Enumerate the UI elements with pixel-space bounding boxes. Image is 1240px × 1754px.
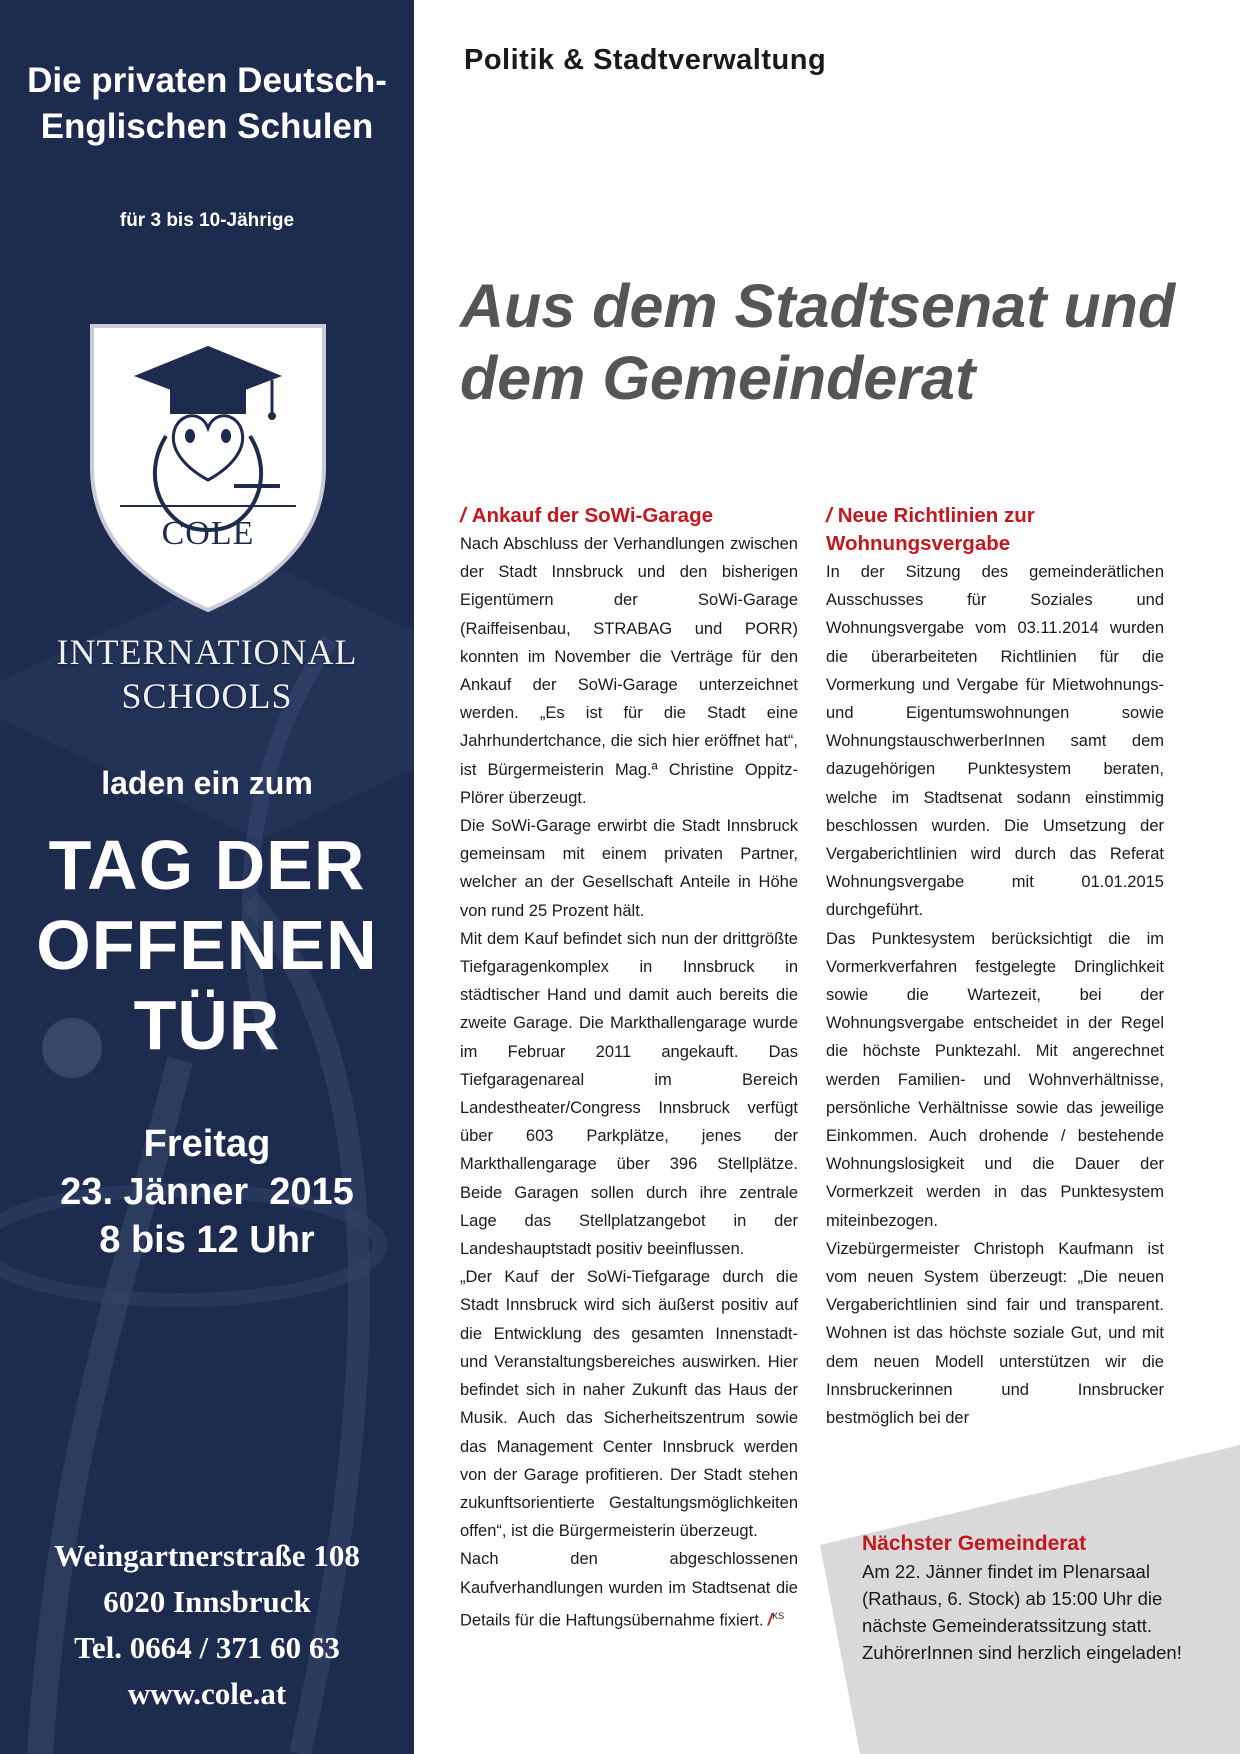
article-paragraph: In der Sitzung des gemeinderätlichen Ausschusses für Soziales und Wohnungsvergabe vom 03.11.2014 wurden die überarbeiteten Richtlinien für die Vormerkung und Vergabe für Mietwohnungs- und Eigentumswohnungen sowie WohnungstauschwerberInnen samt dem dazugehörigen Punktesystem beraten, welche im Stadtsenat sodann einstimmig beschlossen wurden. Die Umsetzung der Vergaberichtlinien wird durch das Referat Wohnungsvergabe mit 01.01.2015 durchgeführt. [826,563,1164,920]
brand-subtitle: INTERNATIONAL SCHOOLS [56,632,358,716]
ad-age-range: für 3 bis 10-Jährige [119,210,295,231]
ad-title: Die privaten Deutsch-Englischen Schulen [27,61,387,146]
event-date: 23. Jänner 2015 [60,1171,354,1213]
red-slash-marker-icon: / [460,504,466,527]
section-label: Politik & Stadtverwaltung [464,44,827,76]
school-advertisement [0,0,414,1754]
ad-contact-block [0,1533,414,1717]
article-column-2 [826,504,1164,1432]
red-end-marker-icon: / [767,1611,773,1630]
event-date-block [0,1120,414,1264]
cole-crest-logo [84,318,332,614]
article-title [826,502,1056,558]
article-column-1 [460,504,798,1634]
event-title: TAG DER OFFENEN TÜR [36,826,378,1064]
article-title [460,502,798,530]
author-signature: KS [772,1610,785,1621]
event-day: Freitag [143,1123,271,1165]
address-city: 6020 Innsbruck [103,1584,311,1619]
article-paragraph-text: Nach den abgeschlossenen Kaufverhandlungen wurden im Stadtsenat die Details für die Haftungsübernahme fixiert. [460,1550,798,1630]
ad-invite-text: laden ein zum [101,765,313,801]
phone-number: Tel. 0664 / 371 60 63 [74,1630,340,1665]
page-headline: Aus dem Stadtsenat und dem Gemeinderat [460,272,1176,412]
article-title-text: Neue Richtlinien zur Wohnungsvergabe [826,504,1035,555]
event-time: 8 bis 12 Uhr [99,1219,315,1261]
address-street: Weingartnerstraße 108 [54,1538,360,1573]
crest-brand-text: COLE [161,515,255,552]
article-paragraph: Das Punktesystem berücksichtigt die im Vormerkverfahren festgelegte Dringlichkeit sowie die Wartezeit, bei der Wohnungsvergabe entscheidet in der Regel die höchste Punktezahl. Mit angerechnet werden Familien- und Wohnverhältnisse, persönliche Verhältnisse sowie das jeweilige Einkommen. Auch drohende / bestehende Wohnungslosigkeit und die Dauer der Vormerkzeit werden in das Punktesystem miteinbezogen. [826,929,1164,1230]
red-slash-marker-icon: / [826,504,832,527]
article-title-text: Ankauf der SoWi-Garage [471,504,714,527]
notice-box [862,1532,1212,1666]
article-paragraph: Nach Abschluss der Verhandlungen zwischen der Stadt Innsbruck und den bisherigen Eigentümern der SoWi-Garage (Raiffeisenbau, STRABAG und PORR) konnten im November die Verträge für den Ankauf der SoWi-Garage unterzeichnet werden. „Es ist für die Stadt eine Jahrhundertchance, die sich hier eröffnet hat“, ist Bürgermeisterin Mag.ª Christine Oppitz-Plörer überzeugt. [460,535,798,807]
notice-title: Nächster Gemeinderat [862,1532,1087,1555]
article-paragraph: „Der Kauf der SoWi-Tiefgarage durch die Stadt Innsbruck wird sich äußerst positiv auf die Entwicklung des gesamten Innenstadt- und Veranstaltungsbereiches auswirken. Hier befindet sich in naher Zukunft das Haus der Musik. Auch das Sicherheitszentrum sowie das Management Center Innsbruck werden von der Garage profitieren. Der Stadt stehen zukunftsorientierte Gestaltungsmöglichkeiten offen“, ist die Bürgermeisterin überzeugt. [460,1268,798,1541]
article-paragraph-last [460,1545,798,1634]
article-paragraph: Mit dem Kauf befindet sich nun der drittgrößte Tiefgaragenkomplex in Innsbruck in städtischer Hand und damit auch bereits die zweite Garage. Die Markthallengarage wurde im Februar 2011 angekauft. Das Tiefgaragenareal im Bereich Landestheater/Congress Innsbruck verfügt über 603 Parkplätze, jenes der Markthallengarage über 396 Stellplätze. Beide Garagen sollen durch ihre zentrale Lage das Stellplatzangebot in der Landeshauptstadt positiv beeinflussen. [460,929,798,1259]
article-paragraph: Die SoWi-Garage erwirbt die Stadt Innsbruck gemeinsam mit einem privaten Partner, welcher an der Gesellschaft Anteile in Höhe von rund 25 Prozent hält. [460,817,798,920]
article-paragraph: Vizebürgermeister Christoph Kaufmann ist vom neuen System überzeugt: „Die neuen Vergaberichtlinien sind fair und transparent. Wohnen ist das höchste soziale Gut, und mit dem neuen Modell unterstützen wir die Innsbruckerinnen und Innsbrucker bestmöglich bei der [826,1239,1164,1428]
notice-text: Am 22. Jänner findet im Plenarsaal (Rathaus, 6. Stock) ab 15:00 Uhr die nächste Gemeinderatssitzung statt. ZuhörerInnen sind herzlich eingeladen! [862,1561,1182,1663]
website-link[interactable]: www.cole.at [127,1676,287,1711]
